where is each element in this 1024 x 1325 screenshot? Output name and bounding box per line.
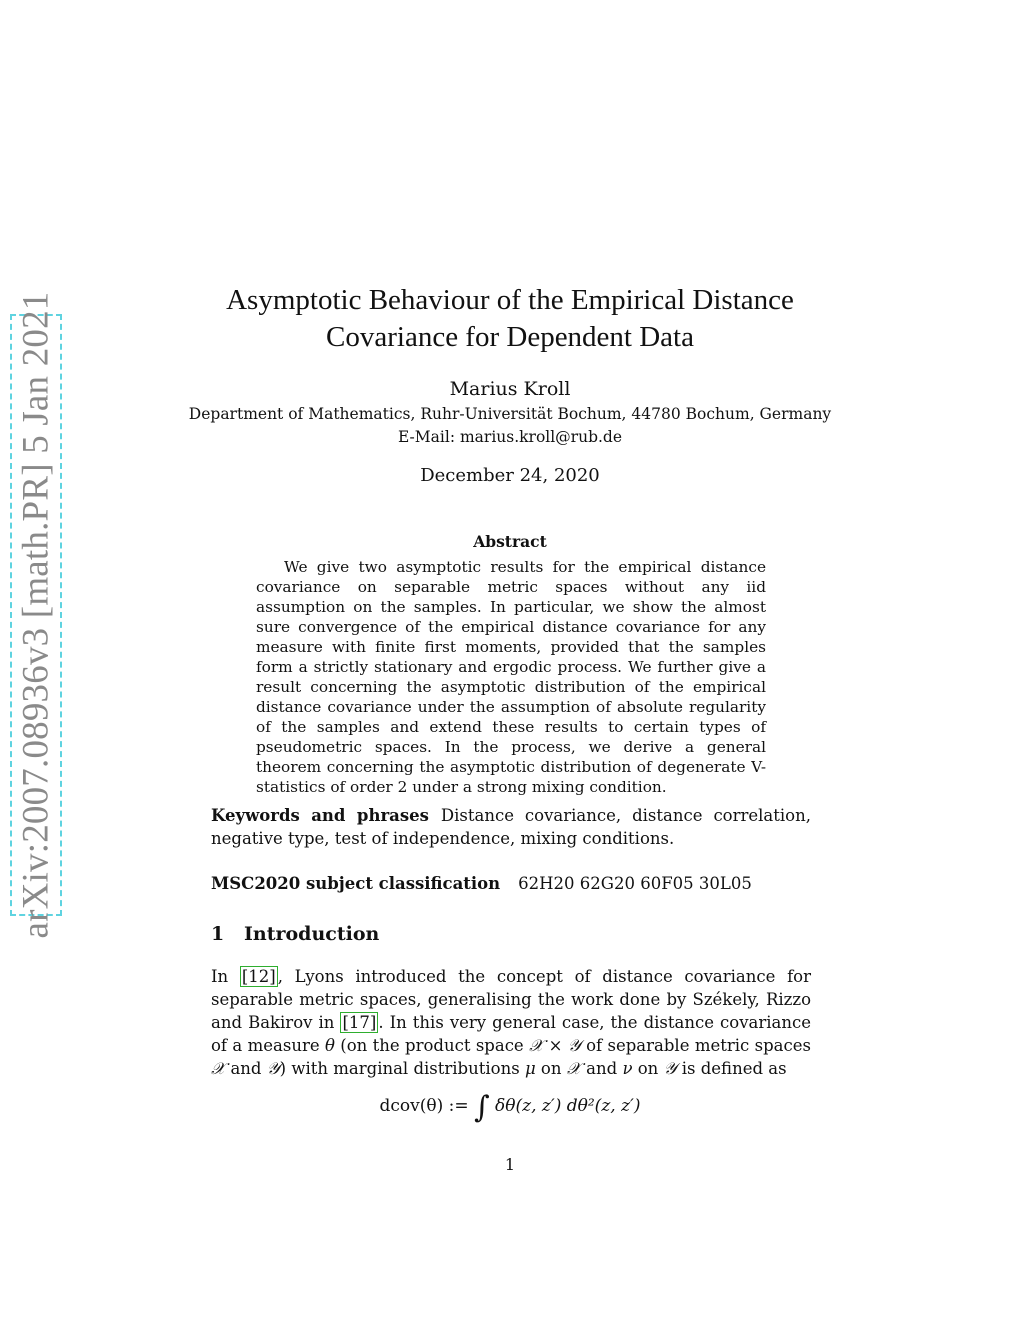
introduction-paragraph	[211, 965, 811, 1080]
author-affiliation: Department of Mathematics, Ruhr-Universität Bochum, 44780 Bochum, Germany	[188, 405, 832, 423]
integral-symbol: ∫	[473, 1090, 490, 1125]
intro-text: , Lyons introduced the concept of distance covariance for separable metric spaces, generalising the work done by Székely, Rizzo and Bakirov in	[211, 967, 812, 1032]
math-product-space: 𝒳 × 𝒴	[529, 1036, 581, 1055]
keywords-text: Distance covariance, distance correlation, negative type, test of independence, mixing conditions.	[211, 806, 811, 848]
equation-lhs: dcov(θ) :=	[379, 1096, 469, 1116]
math-space-y: 𝒴	[663, 1059, 677, 1078]
msc-codes: 62H20 62G20 60F05 30L05	[518, 874, 752, 893]
section-number: 1	[211, 923, 225, 945]
paper-title	[200, 282, 820, 356]
citation-number: 17	[348, 1013, 370, 1032]
arxiv-side-stamp	[10, 291, 62, 939]
citation-link-17[interactable]: [17]	[342, 1013, 377, 1032]
section-title: Introduction	[244, 923, 380, 945]
intro-text: on	[632, 1059, 664, 1078]
intro-text: and	[225, 1059, 267, 1078]
intro-text: of separable metric spaces	[580, 1036, 811, 1055]
equation-dcov	[200, 1090, 820, 1125]
intro-text: ) with marginal distributions	[279, 1059, 525, 1078]
intro-text: In	[211, 967, 240, 986]
intro-text: is defined as	[676, 1059, 787, 1078]
equation-rhs: δθ(z, z′) dθ²(z, z′)	[495, 1096, 641, 1116]
math-mu: μ	[524, 1059, 536, 1078]
math-space-y: 𝒴	[266, 1059, 280, 1078]
intro-text: and	[580, 1059, 623, 1078]
author-name: Marius Kroll	[449, 378, 571, 400]
paper-date: December 24, 2020	[420, 465, 600, 486]
title-line-2: Covariance for Dependent Data	[326, 321, 694, 353]
intro-text: (on the product space	[334, 1036, 530, 1055]
intro-text: . In this very general case, the distance covariance of a measure	[211, 1013, 811, 1055]
abstract-heading: Abstract	[473, 532, 547, 551]
keywords-label: Keywords and phrases	[211, 806, 429, 825]
abstract-text: We give two asymptotic results for the empirical distance covariance on separable metric spaces without any iid assumption on the samples. In particular, we show the almost sure convergence of the empirical distance covariance for any measure with finite first moments, provided that the samples form a strictly stationary and ergodic process. We further give a result concerning the asymptotic distribution of the empirical distance covariance under the assumption of absolute regularity of the samples and extend these results to certain types of pseudometric spaces. In the process, we derive a general theorem concerning the asymptotic distribution of degenerate V-statistics of order 2 under a strong mixing condition.	[256, 558, 766, 796]
arxiv-stamp-text: arXiv:2007.08936v3 [math.PR] 5 Jan 2021	[15, 291, 57, 939]
citation-number: 12	[248, 967, 270, 986]
msc-section	[211, 874, 811, 893]
math-theta: θ	[324, 1036, 335, 1055]
intro-text: on	[535, 1059, 567, 1078]
title-line-1: Asymptotic Behaviour of the Empirical Distance	[226, 284, 794, 316]
math-space-x: 𝒳	[211, 1059, 226, 1078]
page-number: 1	[504, 1155, 516, 1174]
math-space-x: 𝒳	[566, 1059, 581, 1078]
section-heading-introduction	[211, 923, 379, 945]
math-nu: ν	[622, 1059, 633, 1078]
keywords-section	[211, 804, 811, 850]
msc-label: MSC2020 subject classification	[211, 874, 501, 893]
citation-link-12[interactable]: [12]	[241, 967, 276, 986]
author-email: E-Mail: marius.kroll@rub.de	[397, 428, 623, 446]
